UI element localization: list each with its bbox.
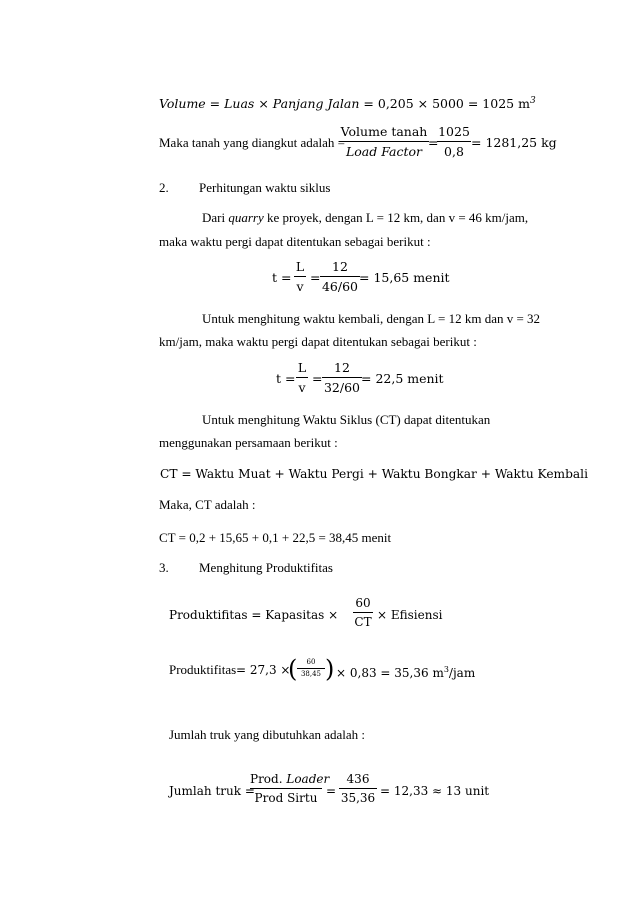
section-2-number: 2.: [159, 180, 169, 195]
fraction-numerator: L: [295, 259, 305, 274]
prod-value-label: Produktifitas: [169, 662, 237, 677]
num-loader: Loader: [286, 772, 330, 786]
equals-sign: =: [428, 135, 439, 150]
fraction-denominator: 0,8: [444, 144, 464, 159]
num-prod: Prod.: [250, 772, 287, 786]
jumlah-lhs: Jumlah truk =: [169, 784, 255, 798]
kembali-line-2: km/jam, maka waktu pergi dapat ditentukan sebagai berikut :: [159, 334, 477, 349]
t1-result: = 15,65 menit: [359, 270, 450, 285]
fraction-denominator: Prod Sirtu: [254, 791, 318, 805]
60-over-38-45-fraction: [297, 658, 325, 679]
volume-over-loadfactor: [339, 124, 429, 159]
fraction-denominator: v: [298, 380, 306, 395]
fraction-denominator: CT: [354, 615, 372, 629]
right-paren: ): [325, 655, 335, 683]
fraction-numerator: 1025: [438, 124, 470, 139]
equals-sign: =: [326, 784, 337, 798]
maka-tanah-prefix: Maka tanah yang diangkut adalah =: [159, 135, 346, 150]
prod-value-sup: 3: [443, 665, 449, 674]
prod-value-unit: /jam: [448, 666, 476, 680]
tanah-result: = 1281,25 kg: [471, 135, 557, 150]
volume-lhs: Volume = Luas × Panjang Jalan: [159, 96, 360, 112]
fraction-numerator: 60: [355, 596, 371, 610]
quarry-word: quarry: [228, 210, 264, 225]
section-3-number: 3.: [159, 560, 169, 575]
fraction-denominator: 38,45: [300, 670, 322, 678]
quarry-text-a: Dari: [202, 210, 229, 225]
jumlah-intro: Jumlah truk yang dibutuhkan adalah :: [169, 727, 366, 742]
l-over-v-fraction: [296, 360, 308, 395]
ct-value: CT = 0,2 + 15,65 + 0,1 + 22,5 = 38,45 menit: [159, 530, 392, 545]
kembali-line-1: Untuk menghitung waktu kembali, dengan L = 12 km dan v = 32: [202, 311, 541, 326]
fraction-numerator: Volume tanah: [340, 124, 428, 139]
t2-result: = 22,5 menit: [361, 371, 444, 386]
t2-lhs: t =: [276, 371, 296, 386]
fraction-numerator: [250, 772, 330, 786]
jumlah-result: = 12,33 ≈ 13 unit: [380, 784, 490, 798]
section-3-title: Menghitung Produktifitas: [199, 560, 333, 575]
quarry-line-2: maka waktu pergi dapat ditentukan sebagai berikut :: [159, 234, 431, 249]
prod-formula-rhs: × Efisiensi: [377, 608, 443, 622]
equals-sign: =: [312, 371, 323, 386]
12-over-32-60: [322, 360, 362, 395]
436-over-35-36: [339, 772, 377, 805]
volume-equation: [159, 93, 536, 112]
siklus-line-2: menggunakan persamaan berikut :: [159, 435, 338, 450]
1025-over-0-8: [437, 124, 471, 159]
fraction-denominator: Load Factor: [345, 144, 423, 159]
fraction-numerator: 436: [346, 772, 370, 786]
t1-lhs: t =: [272, 270, 292, 285]
fraction-numerator: L: [297, 360, 307, 375]
fraction-numerator: 12: [332, 259, 348, 274]
prod-value-mid: = 27,3 ×: [236, 663, 291, 677]
fraction-denominator: 35,36: [340, 791, 376, 805]
fraction-numerator: 12: [334, 360, 350, 375]
prod-value-rhs: [336, 662, 475, 681]
fraction-numerator: 60: [306, 658, 316, 666]
prod-value-result: × 0,83 = 35,36 m: [336, 666, 444, 680]
fraction-denominator: 46/60: [321, 279, 359, 294]
fraction-denominator: 32/60: [323, 380, 361, 395]
volume-rhs: = 0,205 × 5000 = 1025 m: [363, 96, 530, 112]
siklus-line-1: Untuk menghitung Waktu Siklus (CT) dapat ditentukan: [202, 412, 491, 427]
quarry-text-c: ke proyek, dengan L = 12 km, dan v = 46 km/jam,: [263, 210, 529, 225]
ct-formula: CT = Waktu Muat + Waktu Pergi + Waktu Bongkar + Waktu Kembali: [160, 467, 588, 481]
l-over-v-fraction: [294, 259, 306, 294]
maka-ct-label: Maka, CT adalah :: [159, 497, 256, 512]
quarry-line-1: [202, 210, 528, 226]
equals-sign: =: [310, 270, 321, 285]
volume-sup: 3: [529, 96, 536, 106]
12-over-46-60: [320, 259, 360, 294]
section-2-title: Perhitungan waktu siklus: [199, 180, 331, 195]
prod-loader-over-prod-sirtu: [250, 772, 330, 805]
fraction-denominator: v: [296, 279, 304, 294]
60-over-ct-fraction: [353, 596, 373, 629]
prod-formula-lhs: Produktifitas = Kapasitas ×: [169, 608, 339, 622]
left-paren: (: [288, 655, 298, 683]
